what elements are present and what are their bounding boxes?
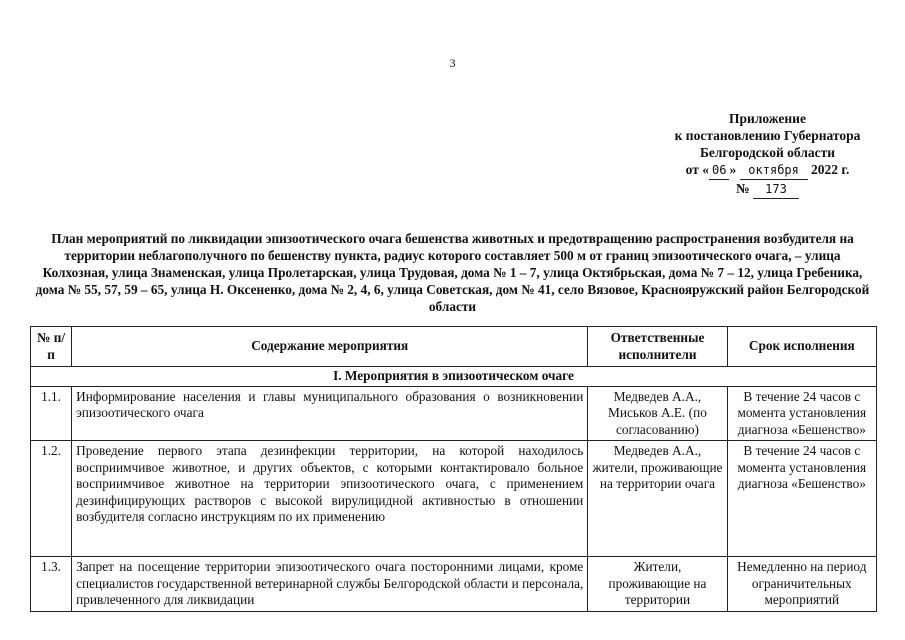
row-num: 1.3.	[31, 557, 72, 612]
row-deadline: В течение 24 часов с момента установления диагноза «Бешенство»	[727, 386, 876, 441]
decree-number: 173	[753, 181, 799, 199]
row-executors: Медведев А.А., жители, проживающие на территории очага	[588, 441, 727, 557]
row-num: 1.1.	[31, 386, 72, 441]
row-content: Информирование населения и главы муниципального образования о возникновении эпизоотического очага	[72, 386, 588, 441]
row-content: Запрет на посещение территории эпизоотического очага посторонними лицами, кроме специалистов государственной ветеринарной службы Белгородской области и персонала, привлеченного для ликвидации	[72, 557, 588, 612]
row-deadline: В течение 24 часов с момента установления диагноза «Бешенство»	[727, 441, 876, 557]
date-month: октября	[740, 162, 808, 180]
document-title: План мероприятий по ликвидации эпизоотического очага бешенства животных и предотвращению распространения возбудителя на территории неблагополучного по бешенству пункта, радиус которого составляет 500 м от границ эпизоотического очага, – улица Колхозная, улица Знаменская, улица Пролетарская, улица Трудовая, дома № 1 – 7, улица Октябрьская, дома № 7 – 12, улица Гребеника, дома № 55, 57, 59 – 65, улица Н. Оксененко, дома № 2, 4, 6, улица Советская, дом № 41, село Вязовое, Краснояружский район Белгородской области	[35, 231, 870, 314]
table-row	[31, 557, 877, 612]
appendix-date: от « 06 » октября 2022 г.	[640, 161, 895, 180]
header-executors: Ответственные исполнители	[588, 327, 727, 367]
table-row	[31, 386, 877, 441]
header-content: Содержание мероприятия	[72, 327, 588, 367]
page-number: 3	[449, 56, 456, 70]
header-deadline: Срок исполнения	[727, 327, 876, 367]
appendix-decree: к постановлению Губернатора	[674, 128, 861, 143]
appendix-region: Белгородской области	[699, 145, 836, 160]
date-day: 06	[709, 162, 729, 180]
row-content: Проведение первого этапа дезинфекции территории, на которой находилось восприимчивое животное, и других объектов, с которыми контактировало больное восприимчивое животное на территории эпизоотического очага, с применением дезинфицирующих растворов с высокой вирулицидной активностью в отношении возбудителя согласно инструкциям по их применению	[72, 441, 588, 557]
table-row	[31, 441, 877, 557]
header-num: № п/п	[31, 327, 72, 367]
row-deadline: Немедленно на период ограничительных мероприятий	[727, 557, 876, 612]
section-title: I. Мероприятия в эпизоотическом очаге	[31, 367, 877, 387]
plan-table	[30, 326, 877, 612]
appendix-number: № 173	[640, 180, 895, 199]
row-executors: Жители, проживающие на территории	[588, 557, 727, 612]
table-header-row	[31, 327, 877, 367]
row-num: 1.2.	[31, 441, 72, 557]
row-executors: Медведев А.А., Миськов А.Е. (по согласованию)	[588, 386, 727, 441]
appendix-block	[640, 110, 895, 199]
section-row	[31, 367, 877, 387]
appendix-title: Приложение	[729, 111, 806, 126]
